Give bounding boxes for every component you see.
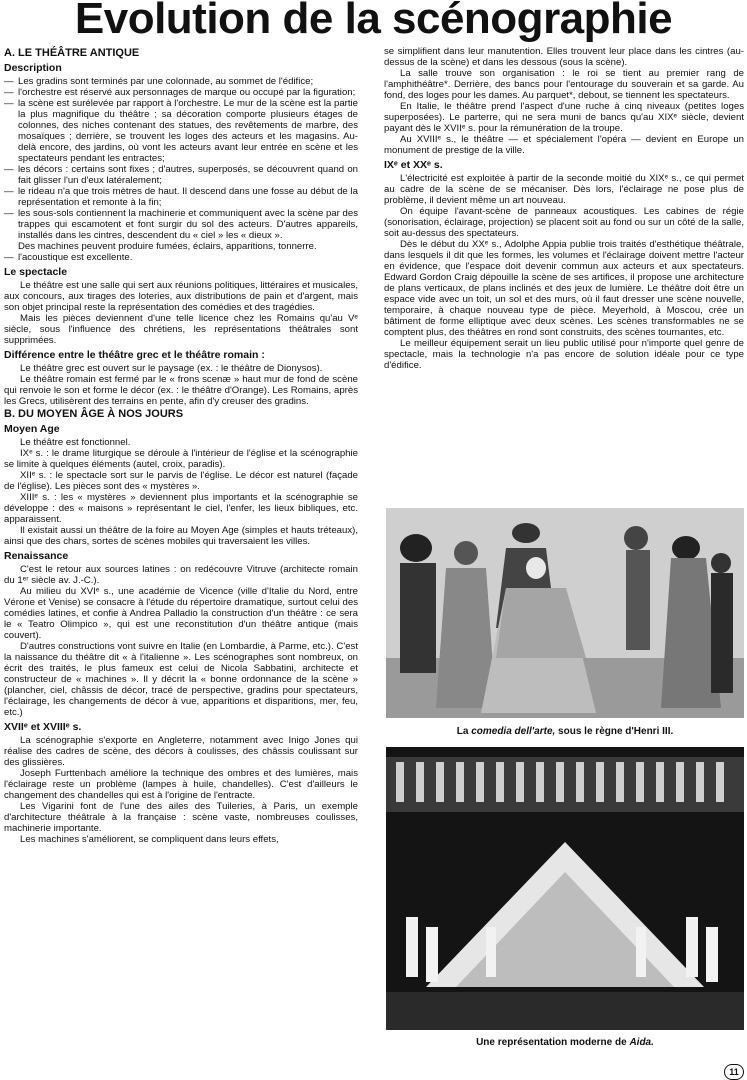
- section-a-heading: A. LE THÉÂTRE ANTIQUE: [4, 47, 140, 59]
- paragraph: XIIᵉ s. : le spectacle sort sur le parvis de l'église. Le décor est naturel (façade de l'église). Les pièces sont des « mystères ».: [4, 470, 358, 492]
- page-number: 11: [724, 1064, 744, 1080]
- paragraph: Mais les pièces deviennent d'une telle licence chez les Romains qu'au Vᵉ siècle, sous l'influence des chrétiens, les représentations théâtrales sont supprimées.: [4, 313, 358, 346]
- paragraph: Dès le début du XXᵉ s., Adolphe Appia publie trois traités d'esthétique théâtrale, dans lesquels il dit que les formes, les volumes et l'éclairage doivent mettre l'acteur en évidence, que l'espace doit devenir commun aux acteurs et aux spectateurs. Edward Gordon Craig dépouille la scène de ses artifices, il propose une architecture de plans verticaux, de plans inclinés et des jeux de lumière. Le théâtre doit être un espace vide avec un toit, un sol et des murs, où il faut dresser une scène nouvelle, temporaire, à chaque nouveau type de pièce. Meyerhold, à Moscou, crée un bâtiment de forme elliptique avec deux scènes. Les scènes transformables ne se comptent plus, des théâtres en rond sont construits, des scènes tournantes, etc.: [384, 239, 744, 338]
- paragraph: se simplifient dans leur manutention. Elles trouvent leur place dans les cintres (au-dessus de la scène) et dans les dessous (sous la scène).: [384, 46, 744, 68]
- list-item: — les sous-sols contiennent la machinerie et communiquent avec la scène par des trappes qui escamotent et font surgir du sol des acteurs. D'autres appareils, installés dans les cintres, descendent du « ciel » les « dieux ».: [4, 208, 358, 241]
- left-column: [4, 46, 358, 845]
- paragraph: Joseph Furttenbach améliore la technique des ombres et des lumières, mais l'éclairage reste un problème (lampes à huile, chandelles). C'est d'ailleurs le changement des chandelles qui est à l'origine de l'entracte.: [4, 768, 358, 801]
- section-b-heading: B. DU MOYEN ÂGE À NOS JOURS: [4, 408, 184, 420]
- paragraph: On équipe l'avant-scène de panneaux acoustiques. Les cabines de régie (sonorisation, éclairage, projection) se placent soit au fond ou sur un côté de la salle, soit au-dessus des spectateurs.: [384, 206, 744, 239]
- paragraph: XIIIᵉ s. : les « mystères » deviennent plus importants et la scénographie se développe : des « maisons » représentant le ciel, l'enfer, les lieux bibliques, etc. apparaissent.: [4, 492, 358, 525]
- paragraph: Les machines s'améliorent, se compliquent dans leurs effets,: [20, 834, 279, 845]
- list-item-continuation: Des machines peuvent produire fumées, éclairs, apparitions, tonnerre.: [18, 241, 317, 252]
- difference-heading: Différence entre le théâtre grec et le théâtre romain :: [4, 349, 265, 361]
- paragraph: Au XVIIIᵉ s., le théâtre — et spécialement l'opéra — devient en Europe un monument de prestige de la ville.: [384, 134, 744, 156]
- page-title: Evolution de la scénographie: [74, 0, 673, 43]
- paragraph: Il existait aussi un théâtre de la foire au Moyen Age (simples et hauts tréteaux), ainsi que des chars, sortes de scènes mobiles qui traversaient les villes.: [4, 525, 358, 547]
- xvii-xviii-heading: XVIIᵉ et XVIIIᵉ s.: [4, 721, 82, 733]
- right-column: [384, 46, 744, 371]
- list-item: — le rideau n'a que trois mètres de haut. Il descend dans une fosse au début de la représentation et remonte à la fin;: [4, 186, 358, 208]
- paragraph: Le meilleur équipement serait un lieu public utilisé pour n'importe quel genre de spectacle, mais la technologie n'a pas encore de solution idéale pour ce type d'édifice.: [384, 338, 744, 371]
- paragraph: C'est le retour aux sources latines : on redécouvre Vitruve (architecte romain du 1ᵉʳ siècle av. J.-C.).: [4, 564, 358, 586]
- paragraph: Le théâtre est fonctionnel.: [20, 437, 131, 448]
- paragraph: Le théâtre est une salle qui sert aux réunions politiques, littéraires et musicales, aux concours, aux tirages des loteries, aux distributions de pain et d'argent, mais son objet principal reste la représentation des comédies et des tragédies.: [4, 280, 358, 313]
- spectacle-heading: Le spectacle: [4, 266, 68, 278]
- moyen-age-heading: Moyen Age: [4, 423, 60, 435]
- paragraph: L'électricité est exploitée à partir de la seconde moitié du XIXᵉ s., ce qui permet au cadre de la scène de se mécaniser. Dès lors, l'éclairage ne pose plus de problème, il devient même un art nouveau.: [384, 173, 744, 206]
- list-item: — Les gradins sont terminés par une colonnade, au sommet de l'édifice;: [4, 76, 358, 87]
- ix-xx-heading: IXᵉ et XXᵉ s.: [384, 159, 443, 171]
- description-heading: Description: [4, 62, 62, 74]
- paragraph: La scénographie s'exporte en Angleterre, notamment avec Inigo Jones qui réalise des cadres de scène, des décors à coulisses, des châssis coulissant sur des glissières.: [4, 735, 358, 768]
- comedia-dellarte-painting: [386, 508, 744, 718]
- paragraph: Le théâtre romain est fermé par le « frons scenæ » haut mur de fond de scène qui renvoie le son et forme le décor (ex. : le théâtre d'Orange). Les Romains, après les Grecs, utilisèrent des terrains en pente, afin d'y creuser des gradins.: [4, 374, 358, 407]
- paragraph: Le théâtre grec est ouvert sur le paysage (ex. : le théâtre de Dionysos).: [20, 363, 323, 374]
- list-item: — la scène est surélevée par rapport à l'orchestre. Le mur de la scène est la partie la plus magnifique du théâtre ; sa décoration comporte plusieurs étages de colonnes, des niches contenant des statues, des revêtements de marbre, des mosaïques ; derrière, se trouvent les loges des acteurs et les magasins. Au-delà encore, des jardins, où vont les acteurs avant leur entrée en scène et les spectateurs pendant les entractes;: [4, 98, 358, 164]
- paragraph: La salle trouve son organisation : le roi se tient au premier rang de l'amphithéâtre*. Derrière, des bancs pour l'entourage du souverain et sa garde. Au fond, des loges pour les dames. Au parquet*, debout, se tiennent les spectateurs.: [384, 68, 744, 101]
- paragraph: Les Vigarini font de l'une des ailes des Tuileries, à Paris, un exemple d'architecture théâtrale à la française : scène vaste, nombreuses coulisses, machinerie importante.: [4, 801, 358, 834]
- photo-caption-1: La comedia dell'arte, sous le règne d'Henri III.: [456, 726, 674, 737]
- photo-caption-2: Une représentation moderne de Aida.: [476, 1037, 654, 1048]
- paragraph: IXᵉ s. : le drame liturgique se déroule à l'intérieur de l'église et la scénographie se limite à quelques éléments (autel, croix, paradis).: [4, 448, 358, 470]
- list-item: — les décors : certains sont fixes ; d'autres, superposés, se découvrent quand on fait glisser l'un d'eux latéralement;: [4, 164, 358, 186]
- description-list: [4, 76, 358, 263]
- paragraph: Au milieu du XVIᵉ s., une académie de Vicence (ville d'Italie du Nord, entre Vérone et Venise) se consacre à l'étude du répertoire dramatique, surtout celui des comédies latines, et confie à Andrea Palladio la construction d'un théâtre : ce sera le « Teatro Olimpico », qui est une reconstitution d'un théâtre antique (mais couvert).: [4, 586, 358, 641]
- aida-stage-photo: [386, 747, 744, 1030]
- renaissance-heading: Renaissance: [4, 550, 69, 562]
- list-item: — l'orchestre est réservé aux personnages de marque ou occupé par la figuration;: [4, 87, 358, 98]
- paragraph: En Italie, le théâtre prend l'aspect d'une ruche à cinq niveaux (petites loges superposées). Le parterre, qui ne sera muni de bancs qu'au XIXᵉ siècle, devient payant dès le XVIIᵉ s. pour la rémunération de la troupe.: [384, 101, 744, 134]
- paragraph: D'autres constructions vont suivre en Italie (en Lombardie, à Parme, etc.). C'est la naissance du théâtre dit « à l'italienne ». Les scénographes sont nombreux, on écrit des traités, le plus fameux est celui de Nicola Sabbatini, architecte et constructeur de « machines ». Il y décrit la « bonne ordonnance de la scène » (plancher, ciel, châssis de décor, tracé de perspective, gradins pour spectateurs, l'éclairage, les changements de décor à vue, apparitions et disparitions, mer, feu, etc.): [4, 641, 358, 718]
- list-item: — l'acoustique est excellente.: [4, 252, 358, 263]
